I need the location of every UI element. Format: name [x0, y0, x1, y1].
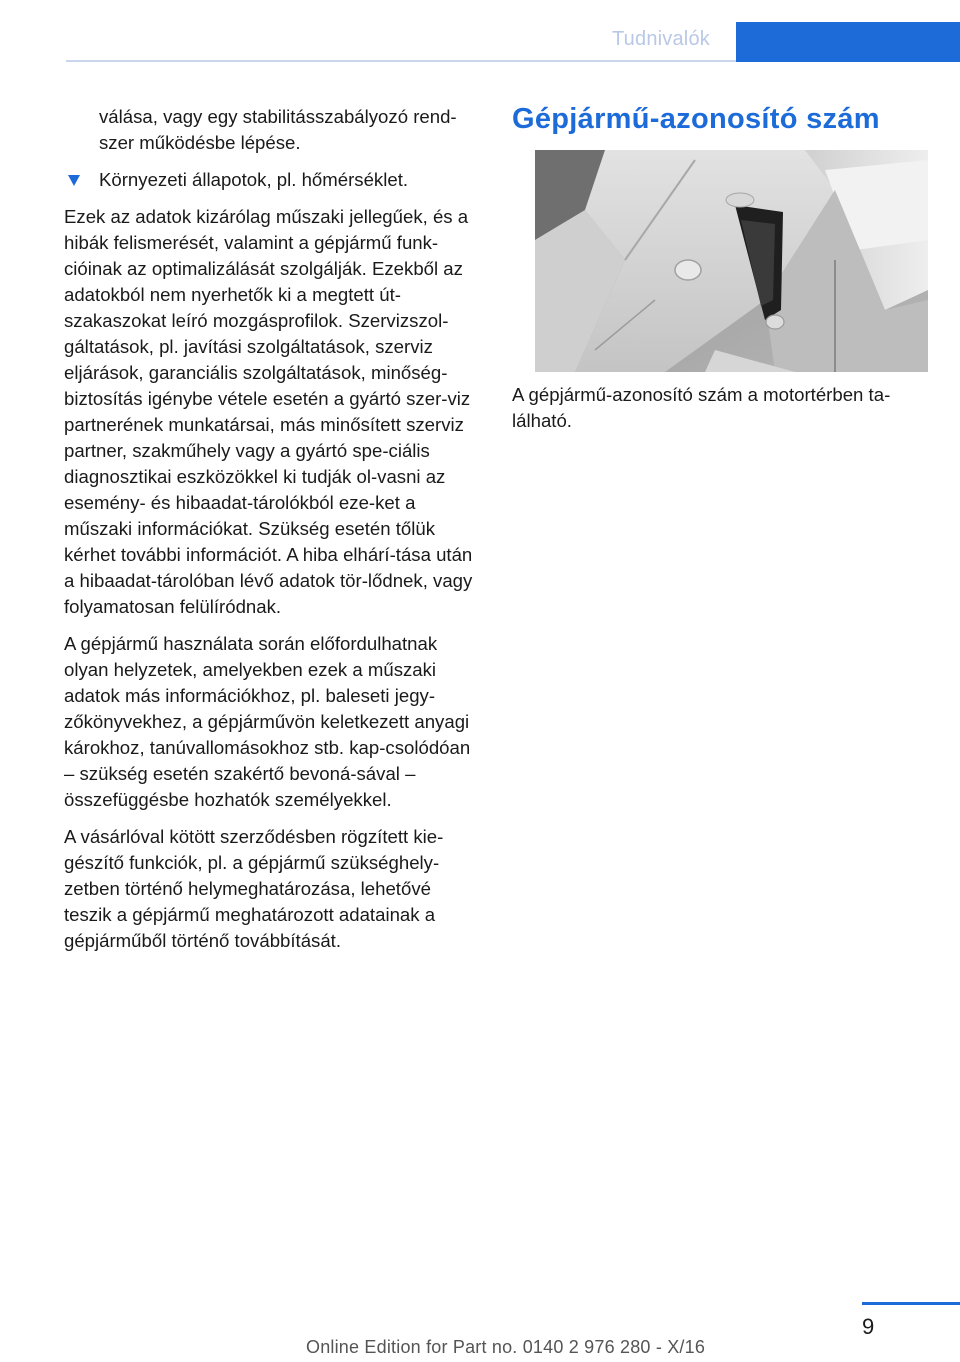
body-paragraph-1: Ezek az adatok kizárólag műszaki jellegűek, és a hibák felismerését, valamint a gépjármű funk-cióinak az optimalizálását szolgálják. Ezekből az adatokból nem nyerhetők ki a megtett út-szakaszokat leíró mozgásprofilok. Szervizszol-gáltatások, pl. javítási szolgáltatások, szerviz eljárások, garanciális szolgáltatások, minőség-biztosítás igénybe vétele esetén a gyártó szer-viz partnerének munkatársai, más minősített szerviz partner, szakműhely vagy a gyártó spe-ciális diagnosztikai eszközökkel ki tudják ol-vasni az esemény- és hibaadat-tárolókból eze-ket a műszaki információkat. Szükség esetén tőlük kérhet további információt. A hiba elhárí-tása után a hibaadat-tárolóban lévő adatok tör-lődnek, vagy folyamatosan felülíródnak.	[64, 206, 473, 617]
triangle-down-icon	[68, 175, 80, 186]
header-rule	[66, 60, 736, 62]
bullet-text: Környezeti állapotok, pl. hőmérséklet.	[99, 169, 409, 190]
footer-rule	[862, 1302, 960, 1305]
page-number: 9	[862, 1314, 875, 1339]
body-paragraph-2: A gépjármű használata során előfordulhatnak olyan helyzetek, amelyekben ezek a műszaki adatok más információkhoz, pl. baleseti jegy-zőkönyvekhez, a gépjárművön keletkezett anyagi károkhoz, tanúvallomásokhoz stb. kap-csolódóan – szükség esetén szakértő bevoná-sával – összefüggésbe hozhatók személyekkel.	[64, 633, 471, 810]
bullet-item	[64, 167, 476, 193]
edition-footer: Online Edition for Part no. 0140 2 976 280 - X/16	[306, 1337, 706, 1357]
section-title: Gépjármű-azonosító szám	[512, 103, 880, 135]
header-accent-tab	[736, 22, 960, 62]
header-section-title: Tudnivalók	[612, 28, 710, 50]
engine-bay-vin-photo	[535, 150, 928, 372]
continued-bullet-text: válása, vagy egy stabilitásszabályozó rend-szer működésbe lépése.	[99, 106, 457, 153]
right-column	[512, 100, 930, 138]
engine-bay-illustration	[535, 150, 928, 372]
body-paragraph-3: A vásárlóval kötött szerződésben rögzített kie-gészítő funkciók, pl. a gépjármű szükséghely-zetben történő helymeghatározása, lehetővé teszik a gépjármű meghatározott adatainak a gépjárműből történő továbbítását.	[64, 826, 444, 951]
photo-caption: A gépjármű-azonosító szám a motortérben ta-lálható.	[512, 384, 891, 431]
left-column	[64, 104, 476, 965]
